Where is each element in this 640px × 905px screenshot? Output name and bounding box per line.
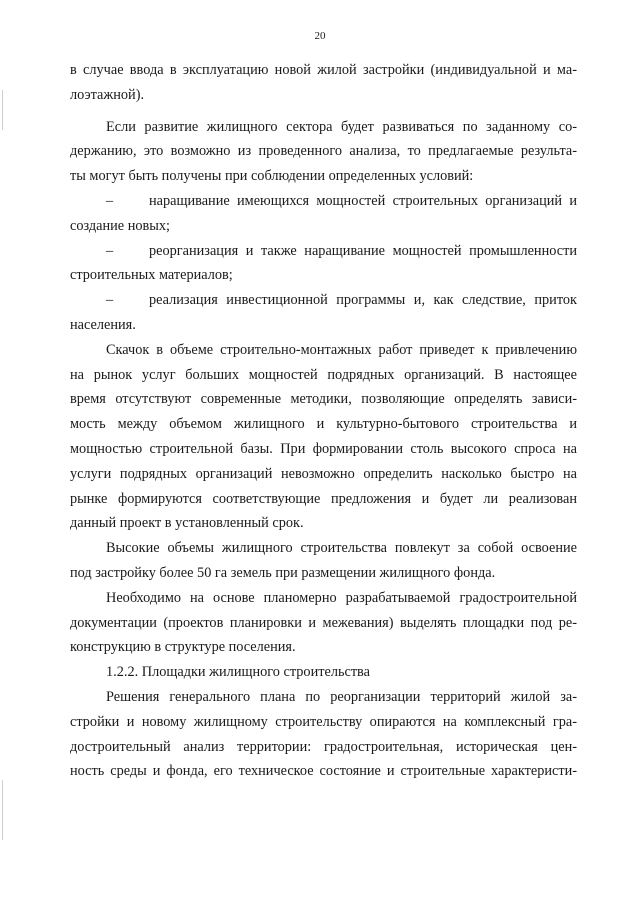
body-text	[70, 58, 577, 784]
text-line: услуги подрядных организаций невозможно определить насколько быстро на	[70, 465, 577, 482]
bullet-dash: –	[106, 242, 114, 259]
text-line: стройки и новому жилищному строительству опираются на комплексный гра-	[70, 713, 577, 730]
text-line: документации (проектов планировки и межевания) выделять площадки под ре-	[70, 614, 577, 631]
text-line: создание новых;	[70, 217, 171, 234]
text-line: достроительный анализ территории: градостроительная, историческая цен-	[70, 738, 577, 755]
text-line: ность среды и фонда, его техническое состояние и строительные характеристи-	[70, 763, 577, 780]
text-line: населения.	[70, 316, 136, 333]
text-line: ты могут быть получены при соблюдении определенных условий:	[70, 168, 474, 185]
bullet-line	[70, 239, 577, 264]
bullet-dash: –	[106, 192, 114, 209]
text-line: конструкцию в структуре поселения.	[70, 639, 296, 656]
text-line: мость между объемом жилищного и культурно-бытового строительства и	[70, 416, 577, 433]
page-number: 20	[314, 30, 326, 42]
bullet-text: реализация инвестиционной программы и, как следствие, приток	[149, 292, 577, 309]
text-line: рынке формируются соответствующие предложения и будет ли реализован	[70, 490, 577, 507]
bullet-text: наращивание имеющихся мощностей строительных организаций и	[149, 192, 577, 209]
text-line: данный проект в установленный срок.	[70, 515, 304, 532]
text-line: лоэтажной).	[70, 86, 145, 103]
bullet-dash: –	[106, 292, 114, 309]
text-line: под застройку более 50 га земель при размещении жилищного фонда.	[70, 564, 496, 581]
bullet-line	[70, 189, 577, 214]
text-line: в случае ввода в эксплуатацию новой жилой застройки (индивидуальной и ма-	[70, 62, 577, 78]
text-line: держанию, это возможно из проведенного анализа, то предлагаемые результа-	[70, 143, 577, 160]
text-line: 1.2.2. Площадки жилищного строительства	[106, 664, 370, 681]
text-line: Решения генерального плана по реорганизации территорий жилой за-	[106, 688, 577, 705]
paragraph-gap	[70, 108, 577, 115]
text-line: время отсутствуют современные методики, позволяющие определять зависи-	[70, 391, 577, 408]
text-line: Высокие объемы жилищного строительства повлекут за собой освоение	[106, 540, 577, 557]
scan-edge-mark	[2, 90, 3, 130]
text-line: мощностью строительной базы. При формировании столь высокого спроса на	[70, 440, 577, 457]
text-line: на рынок услуг больших мощностей подрядных организаций. В настоящее	[70, 366, 577, 383]
bullet-line	[70, 288, 577, 313]
text-line: Скачок в объеме строительно-монтажных работ приведет к привлечению	[106, 341, 577, 358]
text-line: строительных материалов;	[70, 267, 233, 284]
text-line: Если развитие жилищного сектора будет развиваться по заданному со-	[106, 118, 577, 135]
bullet-text: реорганизация и также наращивание мощностей промышленности	[149, 242, 577, 259]
text-line: Необходимо на основе планомерно разрабатываемой градостроительной	[106, 589, 577, 606]
scan-edge-mark	[2, 780, 3, 840]
